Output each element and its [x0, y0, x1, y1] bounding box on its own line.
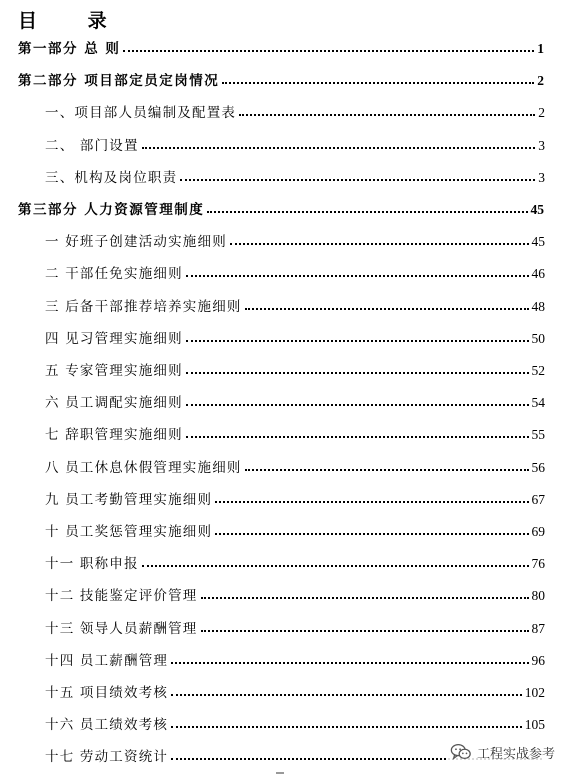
toc-entry-label: 十五 项目绩效考核	[45, 685, 169, 701]
toc-dot-leader	[245, 308, 529, 310]
toc-entry-label: 五 专家管理实施细则	[45, 363, 183, 379]
toc-section-entry[interactable]	[0, 482, 567, 508]
toc-page-number: 105	[524, 717, 545, 732]
toc-entry-label: 六 员工调配实施细则	[45, 395, 183, 411]
toc-page-number: 54	[531, 395, 545, 410]
toc-page-number: 45	[531, 234, 545, 249]
toc-dot-leader	[207, 211, 527, 213]
toc-dot-leader	[201, 630, 529, 632]
toc-page-number: 76	[531, 556, 545, 571]
toc-dot-leader	[186, 404, 529, 406]
toc-entry-label: 九 员工考勤管理实施细则	[45, 492, 213, 508]
toc-section-entry[interactable]	[0, 95, 567, 121]
toc-page-number: 2	[538, 105, 545, 120]
toc-dot-leader	[239, 114, 535, 116]
toc-dot-leader	[171, 694, 522, 696]
toc-section-entry[interactable]	[0, 450, 567, 476]
toc-dot-leader	[171, 726, 522, 728]
toc-entry-label: 十四 员工薪酬管理	[45, 653, 169, 669]
toc-dot-leader	[215, 533, 528, 535]
toc-section-entry[interactable]	[0, 675, 567, 701]
toc-page-number: 80	[531, 588, 545, 603]
toc-entry-label: 三 后备干部推荐培养实施细则	[45, 299, 242, 315]
toc-entry-label: 十七 劳动工资统计	[45, 749, 169, 765]
toc-entry-label: 十二 技能鉴定评价管理	[45, 588, 198, 604]
toc-dot-leader	[186, 275, 529, 277]
toc-entry-label: 十三 领导人员薪酬管理	[45, 621, 198, 637]
toc-section-entry[interactable]	[0, 707, 567, 733]
toc-page-number: 46	[531, 266, 545, 281]
toc-dot-leader	[215, 501, 528, 503]
toc-part-entry[interactable]	[0, 63, 567, 89]
toc-section-entry[interactable]	[0, 643, 567, 669]
toc-section-entry[interactable]	[0, 256, 567, 282]
toc-page-number: 3	[538, 138, 545, 153]
toc-dot-leader	[186, 372, 529, 374]
toc-section-entry[interactable]	[0, 353, 567, 379]
toc-dot-leader	[222, 82, 534, 84]
toc-dot-leader	[186, 340, 529, 342]
watermark	[448, 741, 557, 763]
toc-entry-label: 一 好班子创建活动实施细则	[45, 234, 227, 250]
toc-entry-label: 十一 职称申报	[45, 556, 139, 572]
toc-page-number: 56	[531, 460, 545, 475]
toc-page-number: 3	[538, 170, 545, 185]
toc-section-entry[interactable]	[0, 417, 567, 443]
toc-part-entry[interactable]	[0, 31, 567, 57]
toc-page-number: 1	[537, 41, 544, 56]
toc-entry-label: 十 员工奖惩管理实施细则	[45, 524, 213, 540]
toc-entry-label: 第二部分 项目部定员定岗情况	[18, 73, 220, 89]
toc-part-entry[interactable]	[0, 192, 567, 218]
toc-entry-label: 一、项目部人员编制及配置表	[45, 105, 237, 121]
toc-entry-label: 第一部分 总 则	[18, 41, 121, 57]
toc-page-number: 48	[531, 299, 545, 314]
toc-section-entry[interactable]	[0, 385, 567, 411]
toc-page-number: 96	[531, 653, 545, 668]
toc-entry-label: 二、 部门设置	[45, 138, 139, 154]
toc-dot-leader	[142, 565, 529, 567]
toc-page-number: 87	[531, 621, 545, 636]
toc-dot-leader	[230, 243, 529, 245]
watermark-text: 工程实战参考	[476, 746, 555, 762]
toc-section-entry[interactable]	[0, 224, 567, 250]
toc-entry-label: 八 员工休息休假管理实施细则	[45, 460, 242, 476]
toc-section-entry[interactable]	[0, 611, 567, 637]
toc-dot-leader	[180, 179, 535, 181]
toc-dot-leader	[171, 662, 528, 664]
toc-page-number: 102	[524, 685, 545, 700]
toc-dot-leader	[201, 597, 529, 599]
toc-section-entry[interactable]	[0, 160, 567, 186]
toc-page-number: 50	[531, 331, 545, 346]
toc-section-entry[interactable]	[0, 514, 567, 540]
toc-page-number: 52	[531, 363, 545, 378]
toc-entry-label: 七 辞职管理实施细则	[45, 427, 183, 443]
toc-page-number: 67	[531, 492, 545, 507]
toc-section-entry[interactable]	[0, 578, 567, 604]
toc-entry-label: 二 干部任免实施细则	[45, 266, 183, 282]
toc-dot-leader	[186, 436, 529, 438]
toc-dot-leader	[123, 50, 534, 52]
toc-dot-leader	[142, 147, 536, 149]
toc-page-number: 69	[531, 524, 545, 539]
toc-page-number: 55	[531, 427, 545, 442]
toc-dot-leader	[245, 469, 529, 471]
toc-section-entry[interactable]	[0, 321, 567, 347]
toc-entry-label: 三、机构及岗位职责	[45, 170, 178, 186]
wechat-icon	[450, 741, 472, 763]
page-edge-mark	[276, 772, 284, 774]
toc-section-entry[interactable]	[0, 546, 567, 572]
toc-section-entry[interactable]	[0, 128, 567, 154]
toc-entry-label: 四 见习管理实施细则	[45, 331, 183, 347]
toc-entry-label: 十六 员工绩效考核	[45, 717, 169, 733]
toc-section-entry[interactable]	[0, 289, 567, 315]
toc-page-number: 2	[537, 73, 544, 88]
toc-page-number: 45	[530, 202, 544, 217]
page-title: 目 录	[18, 10, 129, 32]
toc-entry-label: 第三部分 人力资源管理制度	[18, 202, 205, 218]
